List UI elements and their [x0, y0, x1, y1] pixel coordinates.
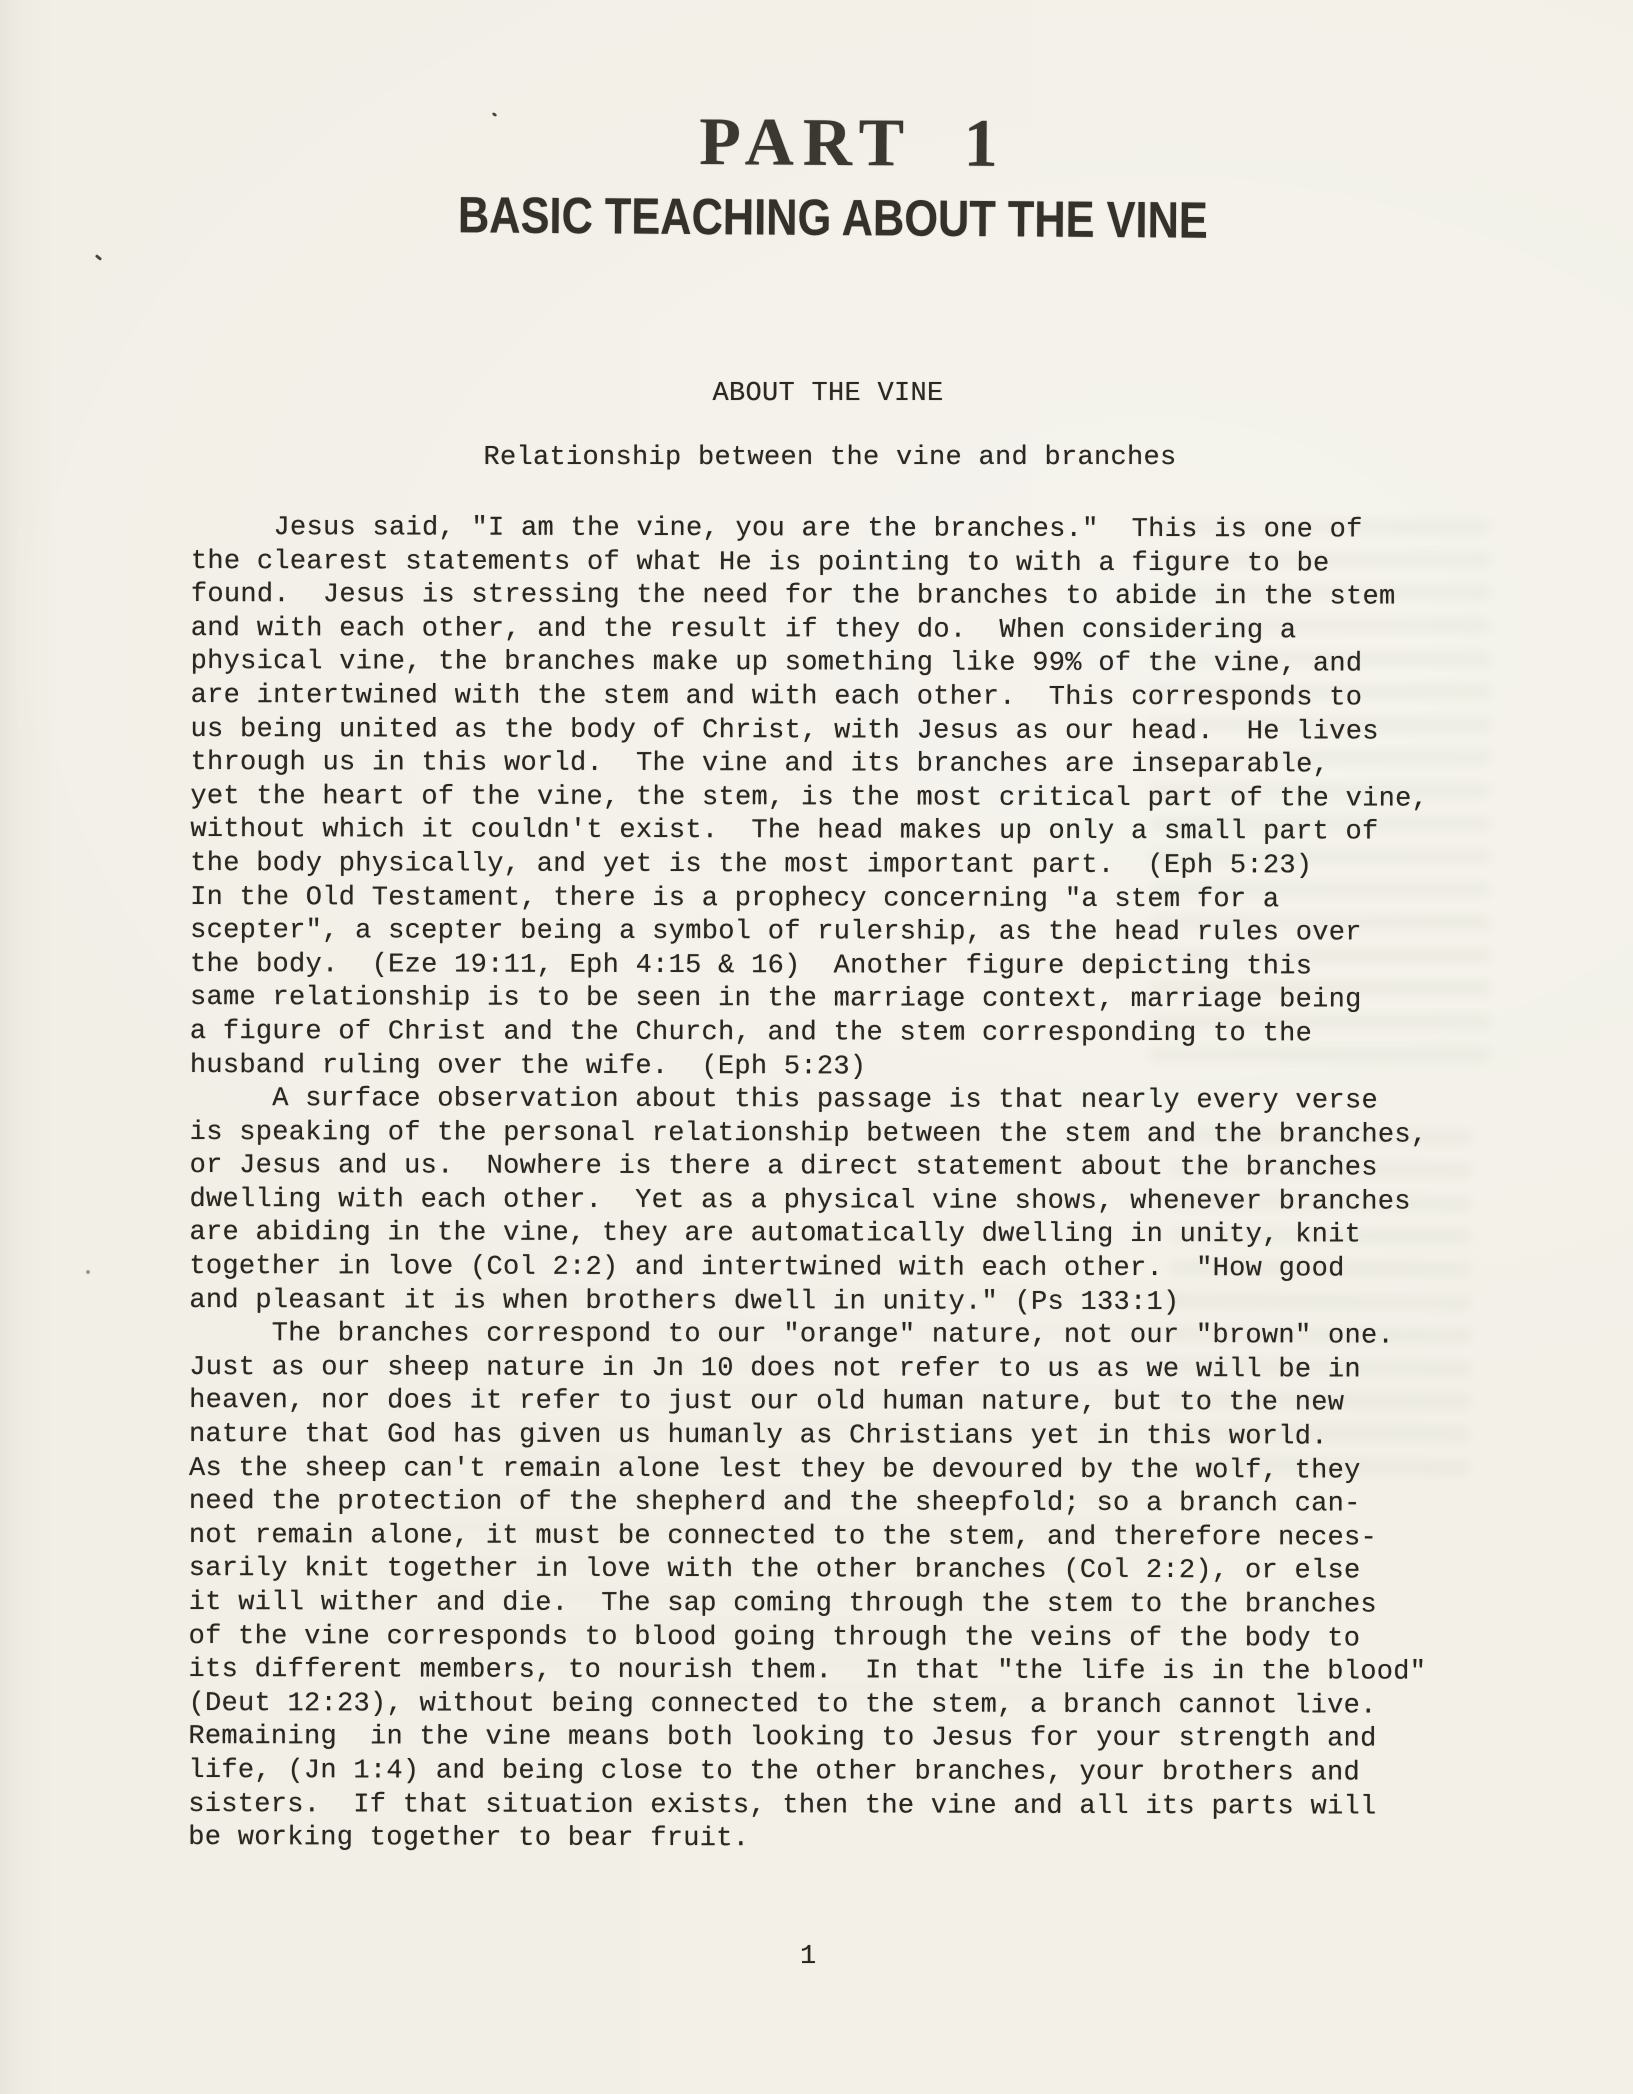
- section-heading: ABOUT THE VINE: [712, 379, 944, 409]
- text-line: need the protection of the shepherd and the sheepfold; so a branch can-: [188, 1487, 1361, 1520]
- part-title: PART 1: [699, 103, 1007, 181]
- section-subheading: Relationship between the vine and branches: [483, 443, 1177, 473]
- text-line: sarily knit together in love with the other branches (Col 2:2), or else: [188, 1554, 1361, 1587]
- text-line: and pleasant it is when brothers dwell in unity." (Ps 133:1): [189, 1285, 1180, 1318]
- text-line: the body physically, and yet is the most important part. (Eph 5:23): [190, 848, 1313, 882]
- text-line: heaven, nor does it refer to just our old human nature, but to the new: [189, 1386, 1345, 1419]
- text-line: The branches correspond to our "orange" nature, not our "brown" one.: [189, 1319, 1395, 1352]
- text-line: physical vine, the branches make up something like 99% of the vine, and: [190, 647, 1363, 680]
- text-line: or Jesus and us. Nowhere is there a direct statement about the branches: [189, 1151, 1378, 1184]
- text-line: life, (Jn 1:4) and being close to the other branches, your brothers and: [188, 1755, 1361, 1789]
- text-line: husband ruling over the wife. (Eph 5:23): [189, 1050, 867, 1082]
- text-line: nature that God has given us humanly as Christians yet in this world.: [189, 1420, 1328, 1453]
- text-line: us being united as the body of Christ, with Jesus as our head. He lives: [190, 714, 1379, 748]
- text-line: same relationship is to be seen in the marriage context, marriage being: [189, 983, 1362, 1016]
- text-line: together in love (Col 2:2) and intertwined with each other. "How good: [189, 1252, 1345, 1285]
- text-line: found. Jesus is stressing the need for the branches to abide in the stem: [190, 580, 1396, 613]
- text-line: dwelling with each other. Yet as a physical vine shows, whenever branches: [189, 1184, 1411, 1218]
- text-line: In the Old Testament, there is a prophecy concerning "a stem for a: [190, 882, 1280, 915]
- text-line: As the sheep can't remain alone lest they be devoured by the wolf, they: [188, 1453, 1361, 1487]
- text-line: the body. (Eze 19:11, Eph 4:15 & 16) Another figure depicting this: [190, 949, 1313, 983]
- text-line: is speaking of the personal relationship between the stem and the branches,: [189, 1117, 1428, 1151]
- scan-speck: [95, 254, 102, 261]
- page-number: 1: [800, 1942, 817, 1972]
- text-line: Remaining in the vine means both looking to Jesus for your strength and: [188, 1722, 1377, 1755]
- text-line: the clearest statements of what He is pointing to with a figure to be: [190, 546, 1330, 579]
- text-line: A surface observation about this passage is that nearly every verse: [189, 1084, 1379, 1117]
- text-line: sisters. If that situation exists, then the vine and all its parts will: [188, 1789, 1377, 1823]
- text-line: be working together to bear fruit.: [188, 1823, 750, 1855]
- text-line: a figure of Christ and the Church, and the stem corresponding to the: [189, 1016, 1313, 1050]
- text-line: not remain alone, it must be connected to the stem, and therefore neces-: [188, 1520, 1378, 1554]
- scan-speck: [492, 112, 498, 117]
- text-line: are intertwined with the stem and with each other. This corresponds to: [190, 680, 1363, 714]
- text-line: are abiding in the vine, they are automatically dwelling in unity, knit: [189, 1218, 1362, 1251]
- text-line: (Deut 12:23), without being connected to the stem, a branch cannot live.: [188, 1688, 1377, 1722]
- part-subtitle: BASIC TEACHING ABOUT THE VINE: [457, 186, 1208, 249]
- text-line: scepter", a scepter being a symbol of rulership, as the head rules over: [190, 916, 1362, 949]
- text-line: yet the heart of the vine, the stem, is the most critical part of the vine,: [190, 781, 1429, 815]
- scan-speck: [86, 1270, 90, 1274]
- text-line: and with each other, and the result if they do. When considering a: [190, 613, 1297, 647]
- text-line: it will wither and die. The sap coming through the stem to the branches: [188, 1587, 1377, 1621]
- text-line: Jesus said, "I am the vine, you are the branches." This is one of: [190, 513, 1363, 546]
- text-line: Just as our sheep nature in Jn 10 does not refer to us as we will be in: [189, 1352, 1361, 1386]
- text-line: through us in this world. The vine and its branches are inseparable,: [190, 748, 1330, 781]
- paragraph: [188, 1318, 1479, 1858]
- paragraph: [190, 512, 1481, 1086]
- paragraph: [189, 1083, 1479, 1321]
- text-line: its different members, to nourish them. In that "the life is in the blood": [188, 1655, 1427, 1688]
- text-line: without which it couldn't exist. The head makes up only a small part of: [190, 815, 1379, 848]
- text-line: of the vine corresponds to blood going through the veins of the body to: [188, 1621, 1361, 1655]
- body-text: [188, 512, 1481, 1858]
